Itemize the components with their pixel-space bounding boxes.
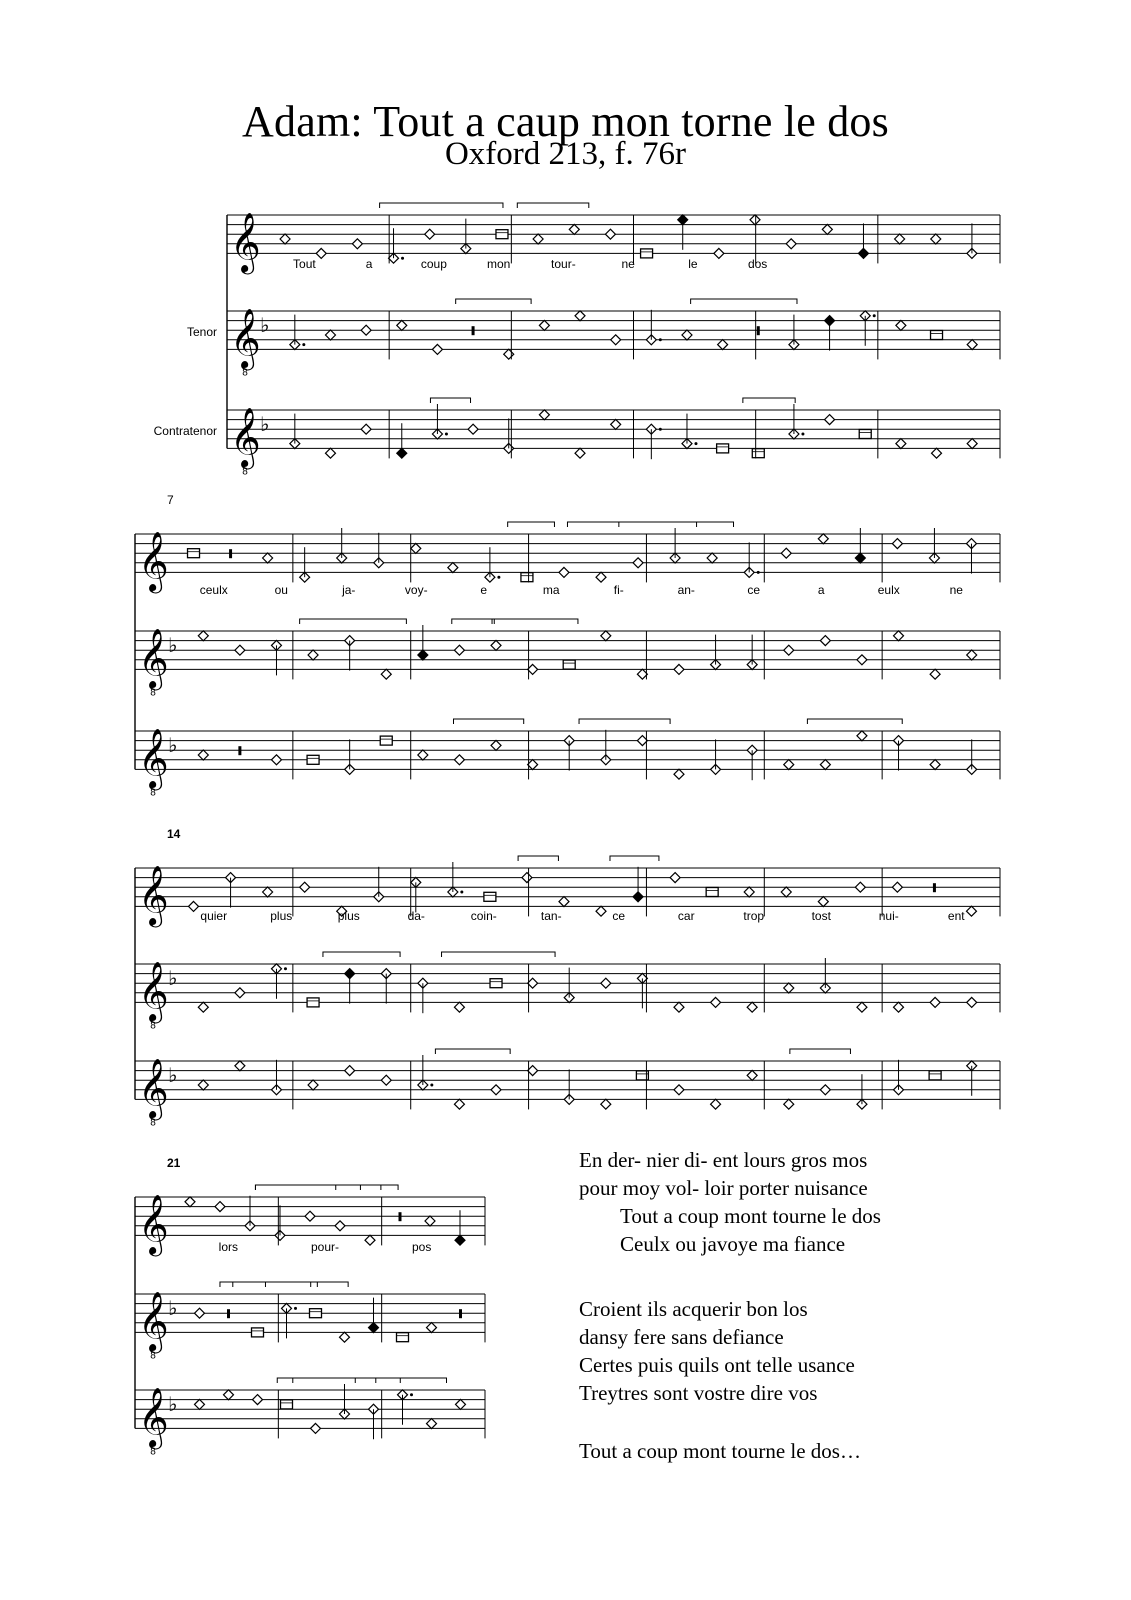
rest-mark	[229, 549, 232, 558]
note-head	[195, 1308, 205, 1318]
note-head	[892, 539, 902, 549]
note-head	[820, 636, 830, 646]
note-head	[198, 631, 208, 641]
ligature-bracket	[807, 719, 902, 724]
lyric-syllable: ne	[621, 257, 635, 271]
note-head	[528, 978, 538, 988]
lyric-syllable: a	[817, 583, 825, 597]
note-head	[575, 311, 585, 321]
lyric-syllable: dos	[747, 257, 768, 271]
rest-mark	[399, 1212, 402, 1221]
ligature-bracket	[442, 952, 556, 957]
note-head	[427, 1323, 437, 1333]
flat-sign-icon: ♭	[168, 733, 178, 758]
note-head	[892, 882, 902, 892]
note-head	[747, 1070, 757, 1080]
note-head	[491, 740, 501, 750]
note-head	[195, 1399, 205, 1409]
note-head	[930, 669, 940, 679]
note-head	[528, 760, 538, 770]
note-head	[633, 558, 643, 568]
flat-sign-icon: ♭	[168, 1392, 178, 1417]
lyric-syllable: an-	[677, 583, 695, 597]
treble-clef-icon: 𝄞	[230, 212, 261, 273]
note-head	[189, 901, 199, 911]
octave-mark: 8	[150, 787, 156, 799]
note-head	[569, 224, 579, 234]
rest-mark	[472, 326, 475, 335]
note-breve	[496, 230, 508, 239]
lyric-syllable: ent	[947, 909, 965, 923]
ligature-bracket	[256, 1185, 381, 1190]
note-head	[300, 882, 310, 892]
lyric-syllable: plus	[270, 909, 293, 923]
dot-mark	[284, 967, 287, 970]
note-head	[967, 650, 977, 660]
lyric-syllable: pour-	[310, 1240, 340, 1254]
note-head	[425, 229, 435, 239]
note-head	[263, 887, 273, 897]
verse-line: Croient ils acquerir bon los	[579, 1297, 808, 1321]
note-head	[454, 645, 464, 655]
note-head	[361, 325, 371, 335]
note-head	[682, 330, 692, 340]
octave-mark: 8	[150, 1020, 156, 1032]
note-head	[345, 1066, 355, 1076]
note-head	[747, 1002, 757, 1012]
note-head	[224, 1390, 234, 1400]
note-head	[365, 1235, 375, 1245]
measure-number: 14	[167, 827, 181, 841]
note-head	[674, 769, 684, 779]
lyric-syllable: mon	[486, 257, 511, 271]
note-head	[894, 631, 904, 641]
note-breve	[717, 444, 729, 453]
voice-label-tenor: Tenor	[186, 324, 217, 339]
note-head	[670, 873, 680, 883]
dot-mark	[460, 891, 463, 894]
treble-clef-icon: 𝄞	[138, 1194, 169, 1255]
note-head	[707, 553, 717, 563]
lyric-syllable: ce	[612, 909, 626, 923]
ligature-bracket	[435, 1049, 510, 1054]
note-breve	[310, 1309, 322, 1318]
note-head	[781, 887, 791, 897]
note-head	[967, 439, 977, 449]
note-head	[818, 897, 828, 907]
note-head	[235, 1061, 245, 1071]
note-head	[967, 997, 977, 1007]
verse-line: Ceulx ou javoye ma fiance	[620, 1232, 846, 1256]
lyric-syllable: fi-	[613, 583, 624, 597]
note-breve	[641, 249, 653, 258]
rest-mark	[227, 1309, 230, 1318]
note-head	[308, 1080, 318, 1090]
flat-sign-icon: ♭	[168, 1296, 178, 1321]
lyric-syllable: lors	[218, 1240, 239, 1254]
note-breve	[307, 755, 319, 764]
treble-clef-icon: 𝄞	[230, 407, 261, 468]
note-head	[611, 335, 621, 345]
note-head	[539, 410, 549, 420]
note-head	[418, 750, 428, 760]
note-head	[930, 760, 940, 770]
dot-mark	[497, 576, 500, 579]
dot-mark	[410, 1393, 413, 1396]
note-head	[280, 234, 290, 244]
note-head	[235, 645, 245, 655]
dot-mark	[801, 433, 804, 436]
voice-label-contratenor: Contratenor	[153, 423, 217, 438]
note-head	[822, 224, 832, 234]
ligature-bracket	[691, 299, 797, 304]
lyric-syllable: trop	[743, 909, 765, 923]
note-breve	[307, 998, 319, 1007]
note-head	[454, 1002, 464, 1012]
note-head	[637, 736, 647, 746]
ligature-bracket	[300, 619, 407, 624]
note-head	[744, 887, 754, 897]
note-head	[718, 340, 728, 350]
treble-clef-icon: 𝄞	[138, 531, 169, 592]
note-head	[340, 1332, 350, 1342]
note-breve	[931, 331, 943, 340]
flat-sign-icon: ♭	[168, 966, 178, 991]
dot-mark	[659, 428, 662, 431]
lyric-syllable: Tout	[293, 257, 316, 271]
octave-mark: 8	[150, 1350, 156, 1362]
rest-mark	[238, 746, 241, 755]
note-head	[674, 1085, 684, 1095]
note-head	[857, 655, 867, 665]
note-breve	[706, 888, 718, 897]
note-head	[967, 340, 977, 350]
note-head	[533, 234, 543, 244]
lyric-syllable: eulx	[877, 583, 900, 597]
page-title: Adam: Tout a caup mon torne le dos	[242, 97, 889, 146]
verse-line: Certes puis quils ont telle usance	[579, 1353, 855, 1377]
dot-mark	[302, 343, 305, 346]
note-head	[425, 1216, 435, 1226]
measure-number: 21	[167, 1156, 181, 1170]
note-head	[411, 543, 421, 553]
ligature-bracket	[293, 1378, 355, 1383]
note-head	[427, 1419, 437, 1429]
ligature-bracket	[567, 522, 696, 527]
flat-sign-icon: ♭	[260, 313, 270, 338]
flat-sign-icon: ♭	[260, 412, 270, 437]
octave-mark: 8	[242, 367, 248, 379]
ligature-bracket	[265, 1282, 348, 1287]
rest-mark	[933, 883, 936, 892]
note-head	[596, 906, 606, 916]
note-head	[894, 1002, 904, 1012]
note-head	[198, 1002, 208, 1012]
ligature-bracket	[610, 856, 659, 861]
note-head	[896, 320, 906, 330]
note-head	[522, 873, 532, 883]
ligature-bracket	[790, 1049, 851, 1054]
ligature-bracket	[743, 398, 795, 403]
note-head	[825, 415, 835, 425]
lyric-syllable: quier	[200, 909, 228, 923]
ligature-bracket	[492, 619, 578, 624]
note-head	[352, 239, 362, 249]
verse-line: En der- nier di- ent lours gros mos	[579, 1148, 868, 1172]
note-head	[674, 1002, 684, 1012]
lyric-syllable: voy-	[404, 583, 428, 597]
ligature-bracket	[233, 1282, 318, 1287]
note-head	[253, 1395, 263, 1405]
note-breve	[490, 979, 502, 988]
note-head	[271, 755, 281, 765]
verse-line: Tout a coup mont tourne le dos	[620, 1204, 881, 1228]
note-head	[235, 988, 245, 998]
note-head	[198, 750, 208, 760]
note-head	[528, 1066, 538, 1076]
note-head	[559, 567, 569, 577]
note-head	[750, 215, 760, 225]
note-head	[397, 320, 407, 330]
note-head	[784, 1099, 794, 1109]
note-head	[932, 448, 942, 458]
treble-clef-icon: 𝄞	[138, 961, 169, 1022]
lyric-syllable: e	[480, 583, 488, 597]
note-breve	[380, 736, 392, 745]
note-head	[601, 978, 611, 988]
note-breve	[859, 430, 871, 439]
octave-mark: 8	[150, 687, 156, 699]
note-head	[820, 760, 830, 770]
verse-line: Treytres sont vostre dire vos	[579, 1381, 818, 1405]
lyric-syllable: le	[688, 257, 698, 271]
lyric-syllable: ceulx	[199, 583, 228, 597]
note-breve	[397, 1333, 409, 1342]
note-breve	[281, 1400, 293, 1409]
note-head	[601, 631, 611, 641]
note-head	[361, 424, 371, 434]
note-head	[786, 239, 796, 249]
lyric-syllable: nui-	[878, 909, 899, 923]
lyric-syllable: coin-	[470, 909, 497, 923]
lyric-syllable: pos	[411, 1240, 432, 1254]
treble-clef-icon: 𝄞	[138, 1291, 169, 1352]
ligature-bracket	[454, 719, 524, 724]
treble-clef-icon: 𝄞	[138, 1387, 169, 1448]
dot-mark	[873, 314, 876, 317]
note-head	[198, 1080, 208, 1090]
note-head	[559, 897, 569, 907]
octave-mark: 8	[150, 1446, 156, 1458]
lyric-syllable: ce	[747, 583, 761, 597]
verse-stanza-2	[579, 1295, 855, 1407]
note-head	[491, 1085, 501, 1095]
treble-clef-icon: 𝄞	[138, 1058, 169, 1119]
ligature-bracket	[619, 522, 734, 527]
verse-stanza-1	[579, 1146, 881, 1258]
note-head	[966, 906, 976, 916]
treble-clef-icon: 𝄞	[230, 308, 261, 369]
note-breve	[752, 449, 764, 458]
note-head	[263, 553, 273, 563]
note-head	[311, 1423, 321, 1433]
note-head	[711, 1099, 721, 1109]
dot-mark	[401, 257, 404, 260]
note-head	[637, 669, 647, 679]
note-head	[308, 650, 318, 660]
lyric-syllable: tour-	[551, 257, 576, 271]
note-head	[674, 664, 684, 674]
note-head	[316, 248, 326, 258]
rest-mark	[757, 326, 760, 335]
note-head	[185, 1197, 195, 1207]
dot-mark	[694, 442, 697, 445]
note-head	[528, 664, 538, 674]
ligature-bracket	[456, 299, 531, 304]
lyric-syllable: ne	[949, 583, 963, 597]
note-head	[491, 640, 501, 650]
note-head	[325, 448, 335, 458]
dot-mark	[445, 433, 448, 436]
note-head	[539, 320, 549, 330]
note-head	[381, 1075, 391, 1085]
note-head	[611, 419, 621, 429]
treble-clef-icon: 𝄞	[138, 728, 169, 789]
note-head	[454, 1099, 464, 1109]
flat-sign-icon: ♭	[168, 633, 178, 658]
treble-clef-icon: 𝄞	[138, 628, 169, 689]
ligature-bracket	[277, 1378, 400, 1383]
note-head	[714, 248, 724, 258]
note-head	[605, 229, 615, 239]
measure-number: 7	[167, 493, 174, 507]
lyric-syllable: tan-	[540, 909, 562, 923]
note-head	[781, 548, 791, 558]
page-subtitle: Oxford 213, f. 76r	[444, 136, 687, 172]
note-head	[784, 645, 794, 655]
dot-mark	[659, 338, 662, 341]
flat-sign-icon: ♭	[168, 1063, 178, 1088]
lyric-syllable: tost	[811, 909, 831, 923]
dot-mark	[757, 571, 760, 574]
note-breve	[188, 549, 200, 558]
ligature-bracket	[517, 203, 589, 208]
octave-mark: 8	[242, 466, 248, 478]
note-head	[305, 1211, 315, 1221]
note-head	[784, 760, 794, 770]
lyric-syllable: car	[677, 909, 695, 923]
note-head	[215, 1202, 225, 1212]
ligature-bracket	[508, 522, 555, 527]
lyric-syllable: a	[365, 257, 373, 271]
note-head	[930, 997, 940, 1007]
ligature-bracket	[430, 398, 470, 403]
ligature-bracket	[380, 203, 503, 208]
verse-line: dansy fere sans defiance	[579, 1325, 784, 1349]
note-head	[381, 669, 391, 679]
ligature-bracket	[518, 856, 558, 861]
note-head	[931, 234, 941, 244]
note-head	[896, 439, 906, 449]
note-head	[504, 349, 514, 359]
note-breve	[484, 892, 496, 901]
note-breve	[563, 660, 575, 669]
note-head	[468, 424, 478, 434]
ligature-bracket	[336, 1185, 398, 1190]
dot-mark	[430, 1084, 433, 1087]
note-breve	[521, 573, 533, 582]
dot-mark	[294, 1307, 297, 1310]
note-head	[596, 572, 606, 582]
note-head	[784, 983, 794, 993]
note-head	[448, 563, 458, 573]
note-head	[818, 534, 828, 544]
note-head	[855, 882, 865, 892]
note-head	[820, 1085, 830, 1095]
note-head	[325, 330, 335, 340]
verse-refrain: Tout a coup mont tourne le dos…	[579, 1439, 861, 1463]
treble-clef-icon: 𝄞	[138, 865, 169, 926]
note-head	[432, 344, 442, 354]
note-head	[601, 1099, 611, 1109]
ligature-bracket	[376, 1378, 447, 1383]
rest-mark	[459, 1309, 462, 1318]
ligature-bracket	[452, 619, 494, 624]
note-breve	[252, 1328, 264, 1337]
note-head	[895, 234, 905, 244]
ligature-bracket	[323, 952, 400, 957]
lyric-syllable: ma	[542, 583, 560, 597]
note-breve	[929, 1071, 941, 1080]
note-head	[575, 448, 585, 458]
note-head	[711, 997, 721, 1007]
ligature-bracket	[255, 1185, 360, 1190]
note-head	[335, 1221, 345, 1231]
note-head	[857, 1002, 867, 1012]
lyric-syllable: plus	[337, 909, 360, 923]
verse-line: pour moy vol- loir porter nuisance	[579, 1176, 868, 1200]
note-head	[857, 731, 867, 741]
lyric-syllable: ou	[274, 583, 288, 597]
octave-mark: 8	[150, 1117, 156, 1129]
note-head	[454, 755, 464, 765]
ligature-bracket	[579, 719, 670, 724]
lyric-syllable: da-	[407, 909, 425, 923]
note-head	[456, 1399, 466, 1409]
lyric-syllable: coup	[420, 257, 447, 271]
lyric-syllable: ja-	[342, 583, 356, 597]
